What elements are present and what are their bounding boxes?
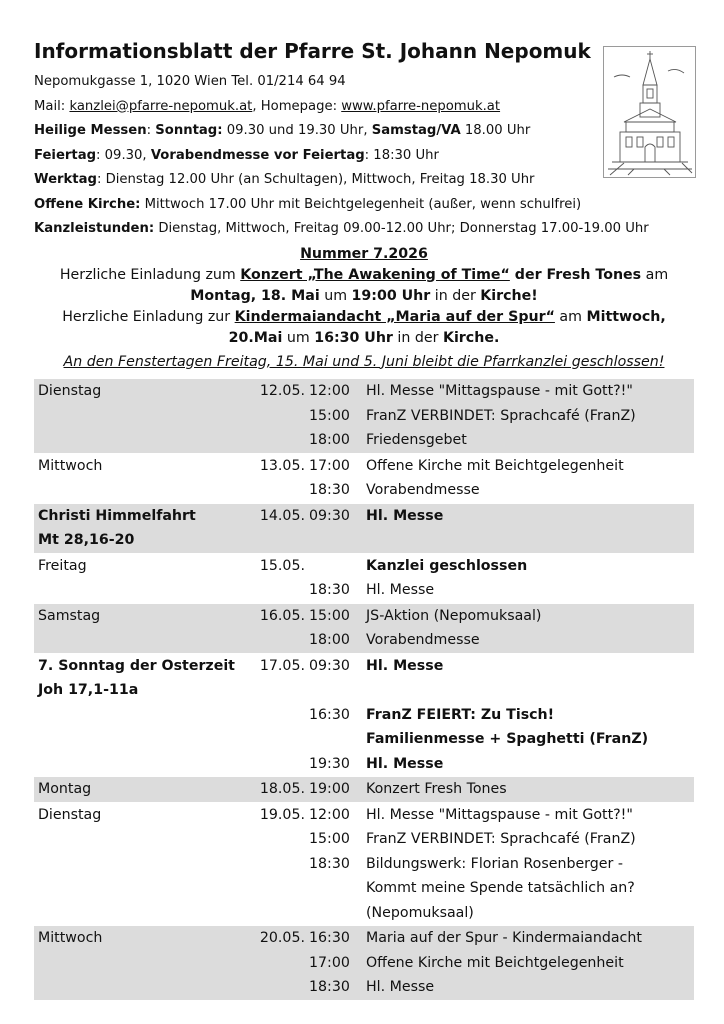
date-cell: 12.05. xyxy=(259,383,305,399)
concert-date: Montag, 18. Mai xyxy=(190,287,320,304)
event-cell xyxy=(349,975,694,1000)
day-cell xyxy=(34,926,250,951)
event-cell xyxy=(349,827,694,852)
mail-link[interactable]: kanzlei@pfarre-nepomuk.at xyxy=(69,98,253,114)
open-church-text: Mittwoch 17.00 Uhr mit Beichtgelegenheit (außer, wenn schulfrei) xyxy=(140,196,582,212)
event-text: Kanzlei geschlossen xyxy=(366,557,528,574)
children-day: Mittwoch, xyxy=(586,308,666,325)
day-cell xyxy=(34,975,250,1000)
masses-label: Heilige Messen xyxy=(34,123,147,138)
table-row xyxy=(34,926,694,951)
event-cell xyxy=(349,951,694,976)
date-cell: 14.05. xyxy=(259,507,305,524)
date-cell xyxy=(250,827,309,852)
concert-post: am xyxy=(641,266,669,283)
day-label: Mittwoch xyxy=(38,457,103,474)
event-cell xyxy=(349,628,694,653)
time-cell: 19:00 xyxy=(309,781,350,797)
sunday-label: Sonntag: xyxy=(155,123,223,138)
event-text: Vorabendmesse xyxy=(366,632,480,648)
table-row xyxy=(34,703,694,752)
holiday-time: : 09.30, xyxy=(96,147,151,163)
day-label: Christi Himmelfahrt xyxy=(38,507,196,524)
event-cell xyxy=(349,752,694,777)
day-label: 7. Sonntag der Osterzeit xyxy=(38,657,235,674)
event-cell xyxy=(349,803,694,828)
homepage-link[interactable]: www.pfarre-nepomuk.at xyxy=(341,98,501,114)
day-cell xyxy=(34,604,250,629)
day-label: Samstag xyxy=(38,607,101,624)
table-row xyxy=(34,478,694,503)
day-cell xyxy=(34,827,250,852)
date-cell: 13.05. xyxy=(259,457,305,474)
day-group xyxy=(34,603,694,653)
header xyxy=(34,38,694,373)
children-place: Kirche. xyxy=(442,329,500,346)
event-cell xyxy=(349,454,694,479)
event-cell xyxy=(349,554,694,579)
day-label: Mittwoch xyxy=(38,930,103,946)
saturday-time: 18.00 Uhr xyxy=(460,123,531,138)
open-church-line xyxy=(34,193,694,218)
date-cell xyxy=(250,628,309,653)
date-cell xyxy=(250,951,309,976)
table-row xyxy=(34,404,694,429)
day-reading: Mt 28,16-20 xyxy=(38,532,135,548)
event-text: Familienmesse + Spaghetti (FranZ) xyxy=(366,731,649,747)
time-cell: 18:30 xyxy=(309,979,350,995)
concert-um: um xyxy=(319,287,352,304)
day-label: Montag xyxy=(38,781,92,797)
time-cell: 18:00 xyxy=(309,432,350,448)
event-text: Friedensgebet xyxy=(366,432,467,448)
event-cell xyxy=(349,703,694,752)
day-group xyxy=(34,925,694,1000)
masses-line xyxy=(34,119,694,144)
date-cell xyxy=(250,975,309,1000)
event-cell xyxy=(349,604,694,629)
event-cell xyxy=(349,379,694,404)
table-row xyxy=(34,454,694,479)
event-text: Hl. Messe xyxy=(366,507,444,524)
time-cell: 09:30 xyxy=(309,507,350,524)
event-text: Kommt meine Spende tatsächlich an? xyxy=(366,880,635,896)
table-row xyxy=(34,428,694,453)
date-cell: 19.05. xyxy=(259,806,305,823)
table-row xyxy=(34,654,694,703)
event-text: Bildungswerk: Florian Rosenberger - xyxy=(366,855,623,872)
date-cell: 17.05. xyxy=(259,657,305,674)
concert-time: 19:00 Uhr xyxy=(351,287,431,304)
event-text: FranZ FEIERT: Zu Tisch! xyxy=(366,706,555,723)
time-cell: 09:30 xyxy=(309,657,350,674)
day-label: Dienstag xyxy=(38,806,102,823)
event-text: Maria auf der Spur - Kindermaiandacht xyxy=(366,930,642,946)
table-row xyxy=(34,752,694,777)
time-cell: 16:30 xyxy=(309,930,350,946)
sunday-times: 09.30 und 19.30 Uhr, xyxy=(222,123,372,138)
children-pre: Herzliche Einladung zur xyxy=(62,308,235,325)
concert-event: Konzert „The Awakening of Time“ xyxy=(240,266,510,283)
date-cell: 18.05. xyxy=(259,781,305,797)
event-text: Vorabendmesse xyxy=(366,482,480,498)
day-cell xyxy=(34,454,250,479)
time-cell: 15:00 xyxy=(309,607,350,624)
day-label: Dienstag xyxy=(38,383,102,399)
concert-invitation xyxy=(34,265,694,307)
date-cell xyxy=(250,404,309,429)
event-cell xyxy=(349,404,694,429)
time-cell: 17:00 xyxy=(309,457,350,474)
event-text: FranZ VERBINDET: Sprachcafé (FranZ) xyxy=(366,831,636,847)
children-time: 16:30 Uhr xyxy=(314,329,393,346)
day-cell xyxy=(34,654,250,703)
day-reading: Joh 17,1-11a xyxy=(38,682,139,698)
office-hours-text: Dienstag, Mittwoch, Freitag 09.00-12.00 Uhr; Donnerstag 17.00-19.00 Uhr xyxy=(154,221,649,236)
weekday-line xyxy=(34,168,694,193)
event-text: Hl. Messe xyxy=(366,979,435,995)
holiday-line xyxy=(34,144,694,169)
time-cell: 18:30 xyxy=(309,482,350,498)
children-um: um xyxy=(282,329,315,346)
closure-notice: An den Fenstertagen Freitag, 15. Mai und 5. Juni bleibt die Pfarrkanzlei geschlossen! xyxy=(63,353,665,370)
date-cell xyxy=(250,752,309,777)
table-row xyxy=(34,578,694,603)
event-text: Offene Kirche mit Beichtgelegenheit xyxy=(366,954,624,971)
time-cell: 18:30 xyxy=(309,855,350,872)
time-cell: 15:00 xyxy=(309,407,350,424)
day-group xyxy=(34,453,694,503)
day-group xyxy=(34,378,694,453)
date-cell: 16.05. xyxy=(259,607,305,624)
weekday-label: Werktag xyxy=(34,172,97,187)
day-cell xyxy=(34,803,250,828)
day-cell xyxy=(34,554,250,579)
contact-line xyxy=(34,95,694,120)
date-cell: 15.05. xyxy=(259,557,305,574)
saturday-label: Samstag/VA xyxy=(371,123,461,138)
time-cell: 12:00 xyxy=(309,383,350,399)
day-group xyxy=(34,802,694,926)
time-cell: 18:30 xyxy=(309,582,350,598)
event-text: Hl. Messe "Mittagspause - mit Gott?!" xyxy=(366,806,633,823)
date-cell xyxy=(250,703,309,752)
day-cell xyxy=(34,628,250,653)
event-cell xyxy=(349,478,694,503)
event-text: JS-Aktion (Nepomuksaal) xyxy=(366,607,542,624)
day-cell xyxy=(34,504,250,553)
event-text: Hl. Messe xyxy=(366,582,435,598)
time-cell: 15:00 xyxy=(309,831,350,847)
children-in: in der xyxy=(392,329,443,346)
issue-number: Nummer 7.2026 xyxy=(300,245,428,262)
day-cell xyxy=(34,428,250,453)
table-row xyxy=(34,604,694,629)
mail-label: Mail: xyxy=(34,98,70,114)
homepage-label: , Homepage: xyxy=(252,98,342,114)
event-cell xyxy=(349,428,694,453)
event-text: Konzert Fresh Tones xyxy=(366,781,507,797)
concert-place: Kirche! xyxy=(480,287,538,304)
event-cell xyxy=(349,578,694,603)
table-row xyxy=(34,852,694,926)
eve-label: Vorabendmesse vor Feiertag xyxy=(150,147,365,163)
day-cell xyxy=(34,951,250,976)
table-row xyxy=(34,379,694,404)
children-invitation xyxy=(34,307,694,349)
event-cell xyxy=(349,777,694,802)
date-cell: 20.05. xyxy=(259,930,305,946)
concert-mid: der Fresh Tones xyxy=(509,266,642,283)
time-cell: 16:30 xyxy=(309,706,350,723)
table-row xyxy=(34,777,694,802)
schedule-table xyxy=(34,378,694,1000)
event-text: Hl. Messe xyxy=(366,755,444,772)
date-cell xyxy=(250,578,309,603)
children-event: Kindermaiandacht „Maria auf der Spur“ xyxy=(234,308,555,325)
event-cell xyxy=(349,852,694,926)
event-cell xyxy=(349,504,694,553)
address: Nepomukgasse 1, 1020 Wien Tel. 01/214 64 94 xyxy=(34,74,346,89)
day-label: Freitag xyxy=(38,557,87,574)
day-cell xyxy=(34,752,250,777)
office-hours-label: Kanzleistunden: xyxy=(34,221,155,236)
date-cell xyxy=(250,428,309,453)
church-drawing-icon xyxy=(603,46,696,178)
concert-in: in der xyxy=(430,287,481,304)
time-cell: 19:30 xyxy=(309,755,350,772)
table-row xyxy=(34,803,694,828)
table-row xyxy=(34,504,694,553)
day-group xyxy=(34,553,694,603)
masses-sep: : xyxy=(146,123,156,138)
day-cell xyxy=(34,578,250,603)
day-cell xyxy=(34,379,250,404)
day-group xyxy=(34,653,694,777)
office-hours-line xyxy=(34,217,694,242)
day-cell xyxy=(34,703,250,752)
day-cell xyxy=(34,404,250,429)
church-drawing-svg xyxy=(604,47,695,177)
table-row xyxy=(34,628,694,653)
event-text: Hl. Messe "Mittagspause - mit Gott?!" xyxy=(366,383,633,399)
children-date: 20.Mai xyxy=(228,329,283,346)
time-cell: 17:00 xyxy=(309,954,350,971)
date-cell xyxy=(250,478,309,503)
page-title: Informationsblatt der Pfarre St. Johann Nepomuk xyxy=(34,39,591,63)
children-am: am xyxy=(554,308,587,325)
event-text: FranZ VERBINDET: Sprachcafé (FranZ) xyxy=(366,407,636,424)
table-row xyxy=(34,975,694,1000)
event-cell xyxy=(349,654,694,703)
time-cell: 12:00 xyxy=(309,806,350,823)
day-cell xyxy=(34,852,250,926)
day-group xyxy=(34,503,694,553)
table-row xyxy=(34,827,694,852)
weekday-text: : Dienstag 12.00 Uhr (an Schultagen), Mittwoch, Freitag 18.30 Uhr xyxy=(96,172,535,187)
event-text: Offene Kirche mit Beichtgelegenheit xyxy=(366,457,624,474)
table-row xyxy=(34,951,694,976)
event-text: (Nepomuksaal) xyxy=(366,904,474,921)
concert-pre: Herzliche Einladung zum xyxy=(59,266,241,283)
table-row xyxy=(34,554,694,579)
day-cell xyxy=(34,478,250,503)
day-group xyxy=(34,776,694,802)
open-church-label: Offene Kirche: xyxy=(34,196,141,212)
eve-time: : 18:30 Uhr xyxy=(364,147,439,163)
holiday-label: Feiertag xyxy=(34,147,97,163)
address-line xyxy=(34,70,694,95)
time-cell xyxy=(309,554,349,579)
time-cell: 18:00 xyxy=(309,632,350,648)
event-cell xyxy=(349,926,694,951)
date-cell xyxy=(250,852,309,926)
day-cell xyxy=(34,777,250,802)
event-text: Hl. Messe xyxy=(366,657,444,674)
